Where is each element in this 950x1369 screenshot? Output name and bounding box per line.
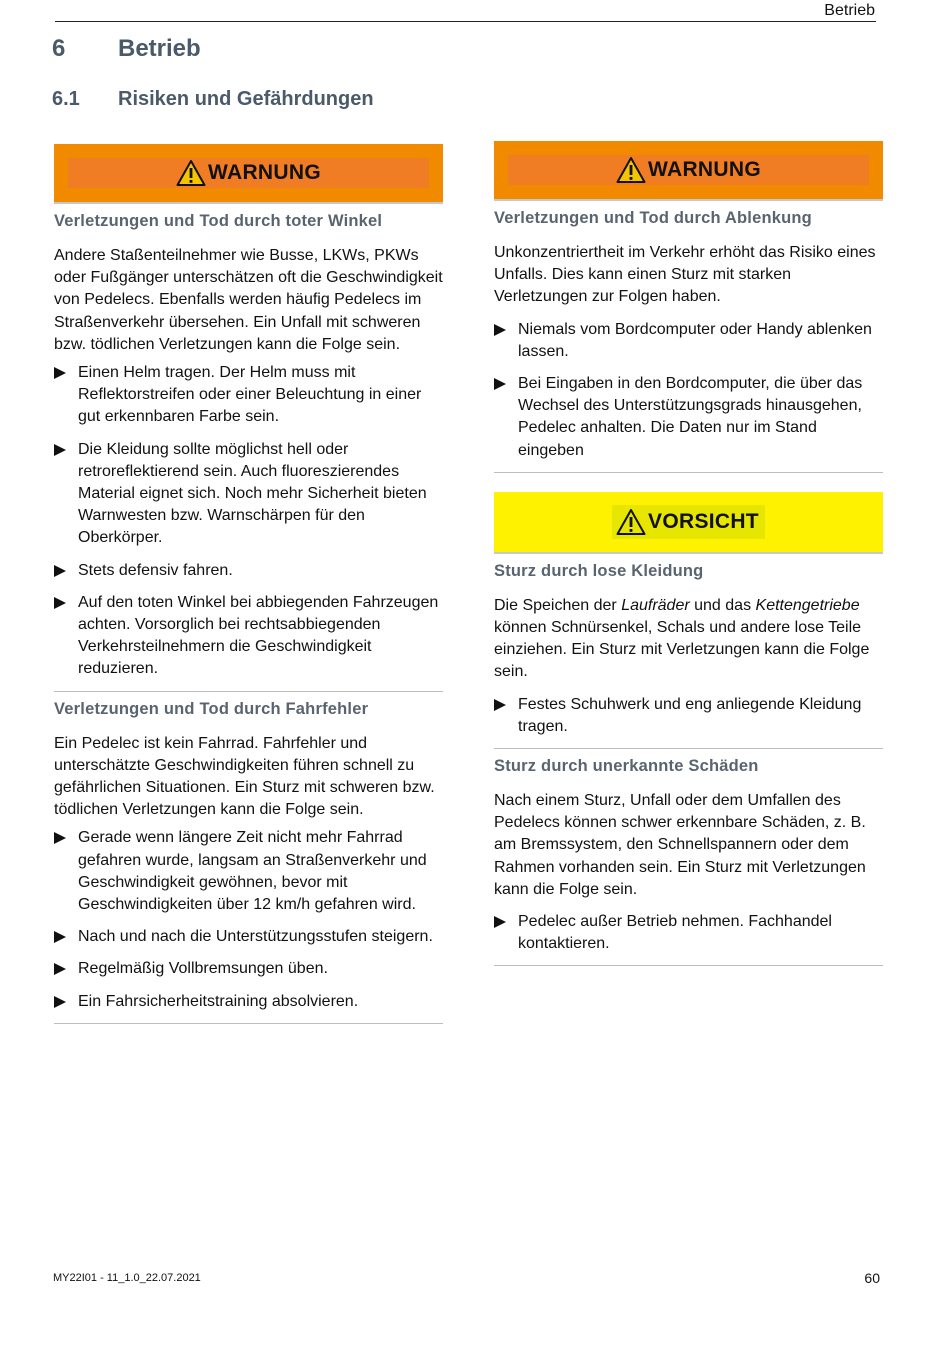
hazard-title: Verletzungen und Tod durch Fahrfehler xyxy=(54,699,369,718)
arrow-bullet-icon xyxy=(494,699,506,711)
chapter-title: Betrieb xyxy=(118,35,201,62)
arrow-bullet-icon xyxy=(54,444,66,456)
action-list xyxy=(494,911,883,955)
hazard-description: Andere Staßenteilnehmer wie Busse, LKWs, PKWs oder Fußgänger unterschätzen oft die Geschwindigkeit von Pedelecs. Ebenfalls werden häufig Pedelecs im Straßenverkehr übersehen. Ein Unfall mit schweren bzw. tödlichen Verletzungen kann die Folge sein. xyxy=(54,247,443,353)
arrow-bullet-icon xyxy=(54,565,66,577)
divider xyxy=(54,1023,443,1024)
arrow-bullet-icon xyxy=(494,916,506,928)
caution-label: VORSICHT xyxy=(648,509,759,533)
action-list xyxy=(494,319,883,462)
hazard-title: Sturz durch unerkannte Schäden xyxy=(494,757,759,776)
action-item: Pedelec außer Betrieb nehmen. Fachhandel kontaktieren. xyxy=(494,911,883,955)
divider xyxy=(494,748,883,749)
warning-banner xyxy=(494,141,883,199)
arrow-bullet-icon xyxy=(494,324,506,336)
arrow-bullet-icon xyxy=(494,378,506,390)
warning-label: WARNUNG xyxy=(648,158,761,181)
warning-banner xyxy=(54,144,443,202)
action-item: Regelmäßig Vollbremsungen üben. xyxy=(54,958,443,980)
hazard-description: Nach einem Sturz, Unfall oder dem Umfallen des Pedelecs können schwer erkennbare Schäden, z. B. am Bremssystem, den Schnellspannern oder dem Rahmen vorhanden sein. Ein Sturz mit Verletzungen kann die Folge sein. xyxy=(494,792,866,898)
warning-label: WARNUNG xyxy=(208,161,321,184)
page-number: 60 xyxy=(864,1270,880,1286)
arrow-bullet-icon xyxy=(54,931,66,943)
action-item: Nach und nach die Unterstützungsstufen steigern. xyxy=(54,926,443,948)
arrow-bullet-icon xyxy=(54,597,66,609)
left-column xyxy=(54,144,443,1024)
action-list xyxy=(54,362,443,681)
arrow-bullet-icon xyxy=(54,963,66,975)
action-item: Ein Fahrsicherheitstraining absolvieren. xyxy=(54,991,443,1013)
right-column xyxy=(494,141,883,966)
hazard-title: Verletzungen und Tod durch toter Winkel xyxy=(54,212,383,230)
action-item: Die Kleidung sollte möglichst hell oder retroreflektierend sein. Auch fluoreszierendes Material eignet sich. Noch mehr Sicherheit bieten Warnwesten bzw. Warnschärpen für den Oberkörper. xyxy=(54,439,443,550)
section-number: 6.1 xyxy=(52,88,80,110)
banner-rule xyxy=(494,199,883,201)
term-kettengetriebe: Kettengetriebe xyxy=(755,596,860,614)
document-id: MY22I01 - 11_1.0_22.07.2021 xyxy=(53,1272,201,1284)
action-list xyxy=(54,827,443,1012)
arrow-bullet-icon xyxy=(54,367,66,379)
divider xyxy=(54,691,443,692)
hazard-title: Verletzungen und Tod durch Ablenkung xyxy=(494,209,812,227)
chapter-number: 6 xyxy=(52,35,66,62)
warning-triangle-icon xyxy=(616,156,646,184)
section-heading xyxy=(52,88,374,111)
running-header: Betrieb xyxy=(824,2,875,19)
arrow-bullet-icon xyxy=(54,996,66,1008)
divider xyxy=(494,965,883,966)
caution-banner xyxy=(494,492,883,552)
chapter-heading xyxy=(52,35,201,63)
action-item: Niemals vom Bordcomputer oder Handy ablenken lassen. xyxy=(494,319,883,363)
action-item: Gerade wenn längere Zeit nicht mehr Fahrrad gefahren wurde, langsam an Straßenverkehr und Geschwindigkeit gewöhnen, bevor mit Geschwindigkeiten über 12 km/h gefahren wird. xyxy=(54,827,443,916)
action-item: Stets defensiv fahren. xyxy=(54,560,443,582)
action-list xyxy=(494,694,883,738)
hazard-title: Sturz durch lose Kleidung xyxy=(494,561,704,580)
banner-rule xyxy=(494,552,883,554)
banner-rule xyxy=(54,202,443,204)
warning-triangle-icon xyxy=(616,508,646,536)
section-title: Risiken und Gefährdungen xyxy=(118,88,374,110)
arrow-bullet-icon xyxy=(54,832,66,844)
action-item: Bei Eingaben in den Bordcomputer, die über das Wechsel des Unterstützungsgrads hinausgehen, Pedelec anhalten. Die Daten nur im Stand eingeben xyxy=(494,373,883,462)
warning-triangle-icon xyxy=(176,159,206,187)
action-item: Festes Schuhwerk und eng anliegende Kleidung tragen. xyxy=(494,694,883,738)
hazard-description: Unkonzentriertheit im Verkehr erhöht das Risiko eines Unfalls. Dies kann einen Sturz mit starken Verletzungen zur Folgen haben. xyxy=(494,244,876,306)
action-item: Einen Helm tragen. Der Helm muss mit Reflektorstreifen oder einer Beleuchtung in einer gut erkennbaren Farbe sein. xyxy=(54,362,443,429)
action-item: Auf den toten Winkel bei abbiegenden Fahrzeugen achten. Vorsorglich bei rechtsabbiegenden Verkehrsteilnehmern die Geschwindigkeit reduzieren. xyxy=(54,592,443,681)
term-laufraeder: Laufräder xyxy=(621,596,690,614)
hazard-description: Ein Pedelec ist kein Fahrrad. Fahrfehler und unterschätzte Geschwindigkeiten führen schnell zu gefährlichen Situationen. Ein Sturz mit schweren bzw. tödlichen Verletzungen kann die Folge sein. xyxy=(54,734,435,819)
header-rule xyxy=(55,21,876,22)
hazard-description: Die Speichen der Laufräder und das Kettengetriebe können Schnürsenkel, Schals und andere lose Teile einziehen. Ein Sturz mit Verletzungen kann die Folge sein. xyxy=(494,596,870,681)
